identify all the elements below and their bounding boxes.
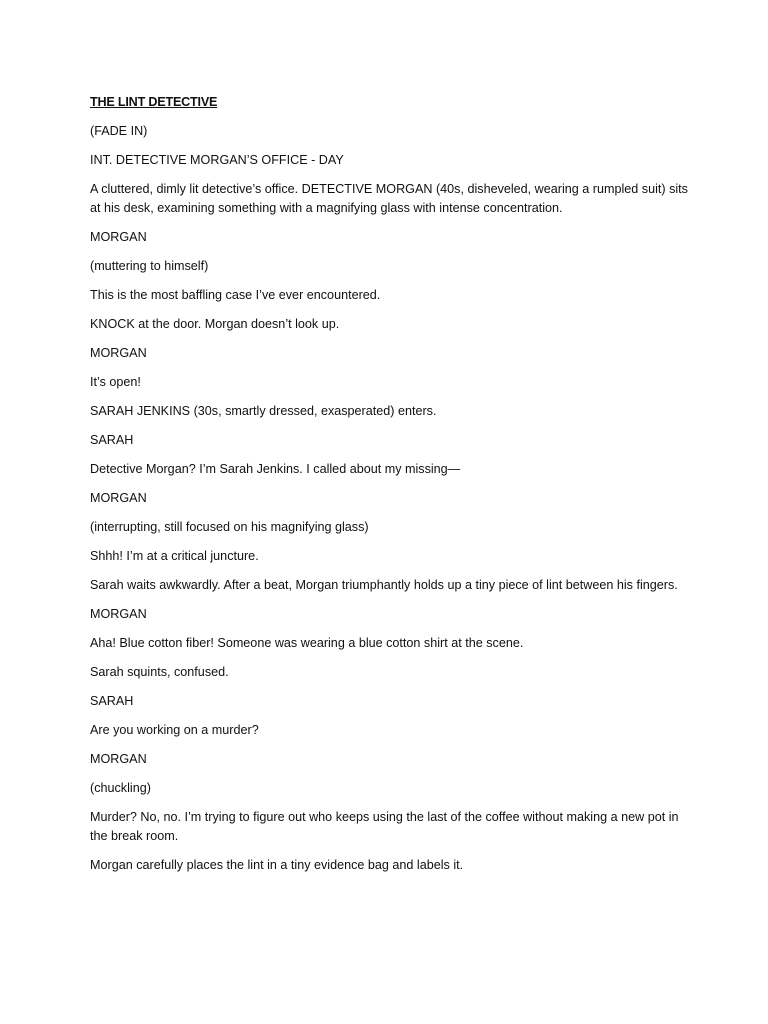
action-line: Sarah waits awkwardly. After a beat, Morgan triumphantly holds up a tiny piece of lint between his fingers.: [90, 578, 678, 592]
action-line: Morgan carefully places the lint in a tiny evidence bag and labels it.: [90, 858, 464, 872]
dialogue: Aha! Blue cotton fiber! Someone was wearing a blue cotton shirt at the scene.: [90, 636, 524, 650]
action-line: KNOCK at the door. Morgan doesn’t look up.: [90, 317, 340, 331]
parenthetical: (chuckling): [90, 781, 151, 795]
character-name: SARAH: [90, 694, 134, 708]
script-page: [90, 93, 690, 885]
character-name: MORGAN: [90, 491, 147, 505]
dialogue: Are you working on a murder?: [90, 723, 259, 737]
parenthetical: (interrupting, still focused on his magnifying glass): [90, 520, 369, 534]
scene-heading: INT. DETECTIVE MORGAN’S OFFICE - DAY: [90, 153, 344, 167]
character-name: MORGAN: [90, 752, 147, 766]
script-title: THE LINT DETECTIVE: [90, 95, 218, 109]
action-line: A cluttered, dimly lit detective’s office. DETECTIVE MORGAN (40s, disheveled, wearing a rumpled suit) sits at his desk, examining something with a magnifying glass with intense concentration.: [90, 182, 688, 215]
character-name: MORGAN: [90, 346, 147, 360]
dialogue: Shhh! I’m at a critical juncture.: [90, 549, 259, 563]
dialogue: Murder? No, no. I’m trying to figure out who keeps using the last of the coffee without making a new pot in the break room.: [90, 810, 679, 843]
character-name: SARAH: [90, 433, 134, 447]
character-name: MORGAN: [90, 230, 147, 244]
dialogue: This is the most baffling case I’ve ever encountered.: [90, 288, 381, 302]
action-line: SARAH JENKINS (30s, smartly dressed, exasperated) enters.: [90, 404, 437, 418]
character-name: MORGAN: [90, 607, 147, 621]
parenthetical: (muttering to himself): [90, 259, 209, 273]
dialogue: It’s open!: [90, 375, 141, 389]
dialogue: Detective Morgan? I’m Sarah Jenkins. I called about my missing—: [90, 462, 461, 476]
action-line: Sarah squints, confused.: [90, 665, 229, 679]
transition-fade-in: (FADE IN): [90, 124, 148, 138]
